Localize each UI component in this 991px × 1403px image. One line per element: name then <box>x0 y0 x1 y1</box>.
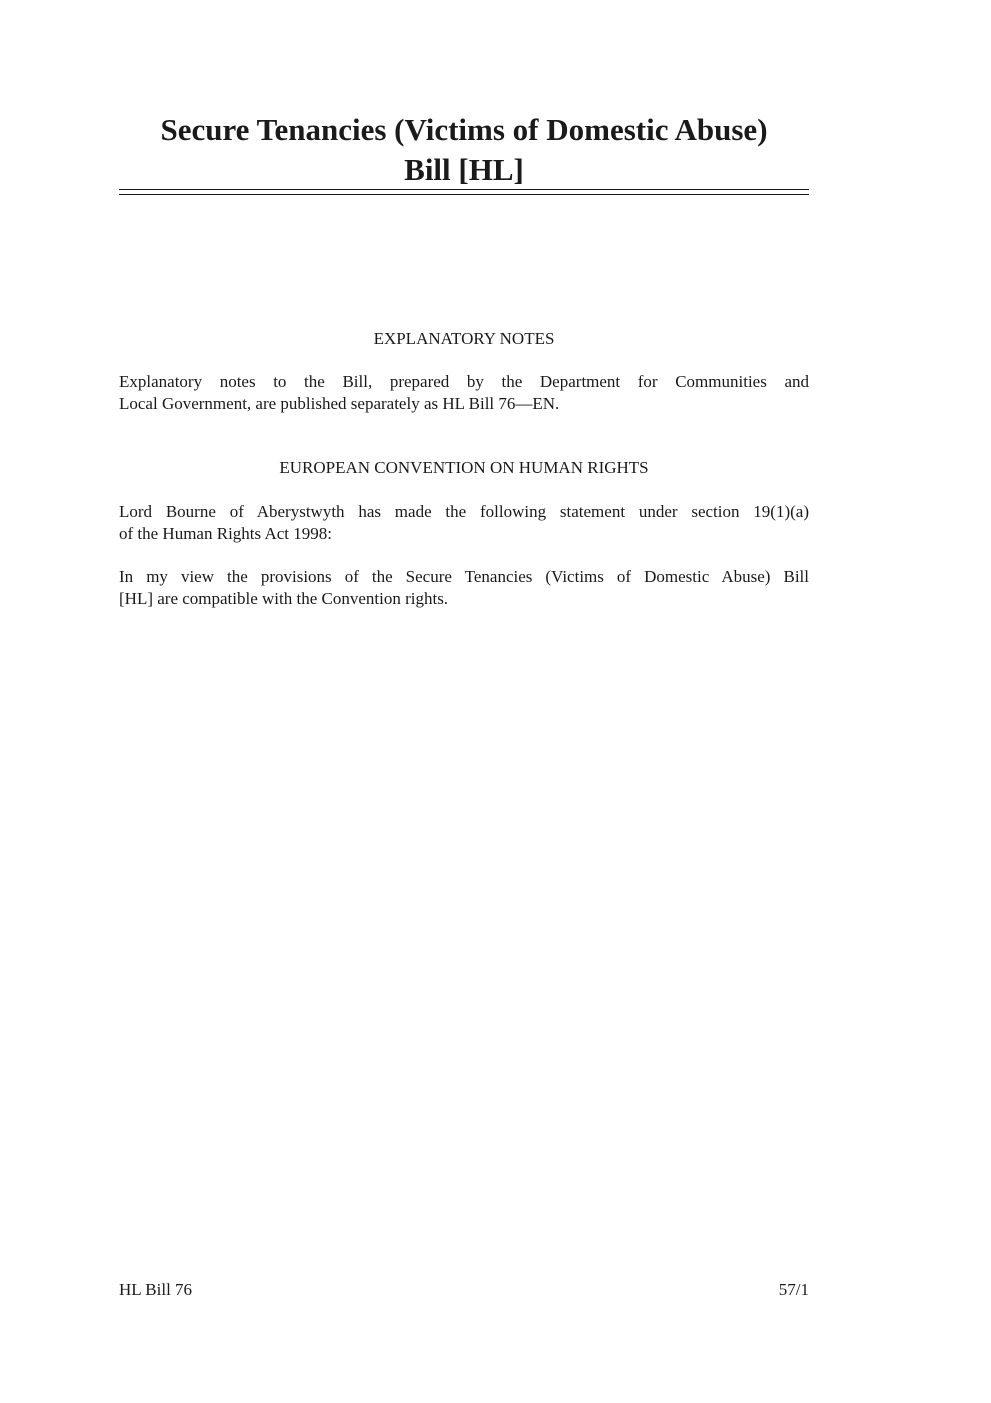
echr-statement-line-2: of the Human Rights Act 1998: <box>119 524 332 543</box>
echr-heading: EUROPEAN CONVENTION ON HUMAN RIGHTS <box>279 458 649 477</box>
explanatory-notes-text <box>119 371 809 415</box>
print-reference: 57/1 <box>778 1280 809 1299</box>
echr-view-line-2: [HL] are compatible with the Convention rights. <box>119 589 449 608</box>
bill-number: HL Bill 76 <box>119 1280 193 1299</box>
echr-view <box>119 566 809 610</box>
explanatory-notes-line-2: Local Government, are published separately as HL Bill 76—EN. <box>119 394 560 413</box>
echr-statement <box>119 501 809 545</box>
explanatory-notes-line-1: Explanatory notes to the Bill, prepared by the Department for Communities and <box>119 372 809 391</box>
bill-title-line-2: Bill [HL] <box>404 152 524 187</box>
page-footer <box>119 1279 809 1301</box>
explanatory-notes-heading: EXPLANATORY NOTES <box>373 329 555 348</box>
bill-title-line-1: Secure Tenancies (Victims of Domestic Abuse) <box>160 112 768 147</box>
title-rule-lower <box>119 194 809 195</box>
bill-title <box>119 110 809 190</box>
echr-statement-line-1: Lord Bourne of Aberystwyth has made the following statement under section 19(1)(a) <box>119 502 809 521</box>
echr-view-line-1: In my view the provisions of the Secure Tenancies (Victims of Domestic Abuse) Bill <box>119 567 809 586</box>
title-rule-upper <box>119 189 809 190</box>
